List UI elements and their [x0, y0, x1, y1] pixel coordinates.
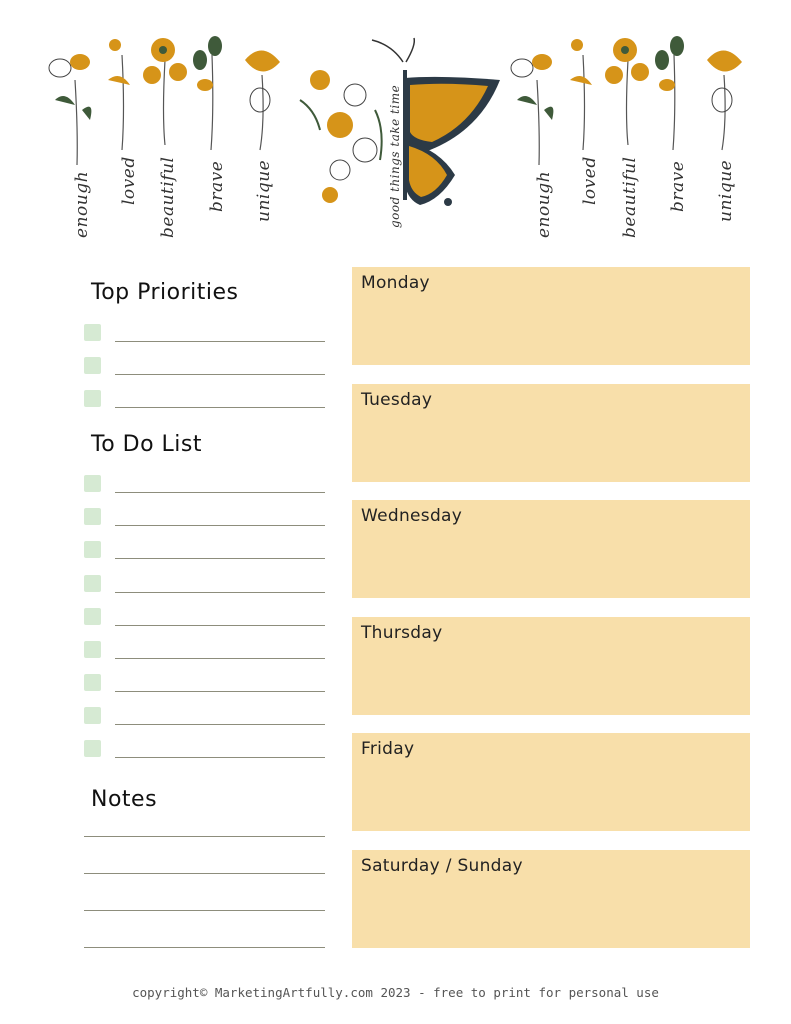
- day-box-monday[interactable]: [352, 267, 750, 365]
- notes-line[interactable]: [84, 836, 325, 837]
- day-label: Wednesday: [361, 506, 463, 526]
- day-box-thursday[interactable]: [352, 617, 750, 715]
- day-box-friday[interactable]: [352, 733, 750, 831]
- priority-line[interactable]: [115, 407, 325, 408]
- day-label: Tuesday: [361, 390, 433, 410]
- butterfly-script-text: good things take time: [388, 84, 402, 228]
- todo-checkbox[interactable]: [84, 508, 101, 525]
- todo-checkbox[interactable]: [84, 608, 101, 625]
- todo-checkbox[interactable]: [84, 641, 101, 658]
- day-label: Monday: [361, 273, 430, 293]
- day-box-wednesday[interactable]: [352, 500, 750, 598]
- affirmation-word: enough: [72, 170, 92, 238]
- affirmation-word: brave: [207, 160, 227, 212]
- todo-line[interactable]: [115, 658, 325, 659]
- todo-checkbox[interactable]: [84, 575, 101, 592]
- todo-line[interactable]: [115, 558, 325, 559]
- todo-line[interactable]: [115, 691, 325, 692]
- affirmation-word: unique: [254, 159, 274, 222]
- floral-header: [0, 0, 791, 250]
- copyright-footer: copyright© MarketingArtfully.com 2023 - free to print for personal use: [132, 985, 659, 1000]
- todo-checkbox[interactable]: [84, 707, 101, 724]
- priority-checkbox[interactable]: [84, 390, 101, 407]
- affirmation-word: enough: [534, 170, 554, 238]
- todo-line[interactable]: [115, 525, 325, 526]
- todo-line[interactable]: [115, 625, 325, 626]
- todo-line[interactable]: [115, 492, 325, 493]
- affirmation-word: brave: [668, 160, 688, 212]
- todo-line[interactable]: [115, 592, 325, 593]
- todo-line[interactable]: [115, 757, 325, 758]
- affirmation-word: loved: [580, 156, 600, 205]
- notes-line[interactable]: [84, 910, 325, 911]
- day-label: Saturday / Sunday: [361, 856, 523, 876]
- affirmation-word: unique: [716, 159, 736, 222]
- todo-checkbox[interactable]: [84, 475, 101, 492]
- day-label: Friday: [361, 739, 415, 759]
- affirmation-word: loved: [119, 156, 139, 205]
- day-box-weekend[interactable]: [352, 850, 750, 948]
- affirmation-word: beautiful: [620, 156, 640, 238]
- top-priorities-heading: Top Priorities: [91, 280, 239, 305]
- todo-line[interactable]: [115, 724, 325, 725]
- priority-checkbox[interactable]: [84, 357, 101, 374]
- notes-heading: Notes: [91, 787, 158, 812]
- priority-line[interactable]: [115, 374, 325, 375]
- priority-line[interactable]: [115, 341, 325, 342]
- todo-checkbox[interactable]: [84, 674, 101, 691]
- priority-checkbox[interactable]: [84, 324, 101, 341]
- day-box-tuesday[interactable]: [352, 384, 750, 482]
- notes-line[interactable]: [84, 873, 325, 874]
- todo-checkbox[interactable]: [84, 740, 101, 757]
- day-label: Thursday: [361, 623, 443, 643]
- notes-line[interactable]: [84, 947, 325, 948]
- todo-checkbox[interactable]: [84, 541, 101, 558]
- todo-list-heading: To Do List: [91, 432, 203, 457]
- affirmation-word: beautiful: [158, 156, 178, 238]
